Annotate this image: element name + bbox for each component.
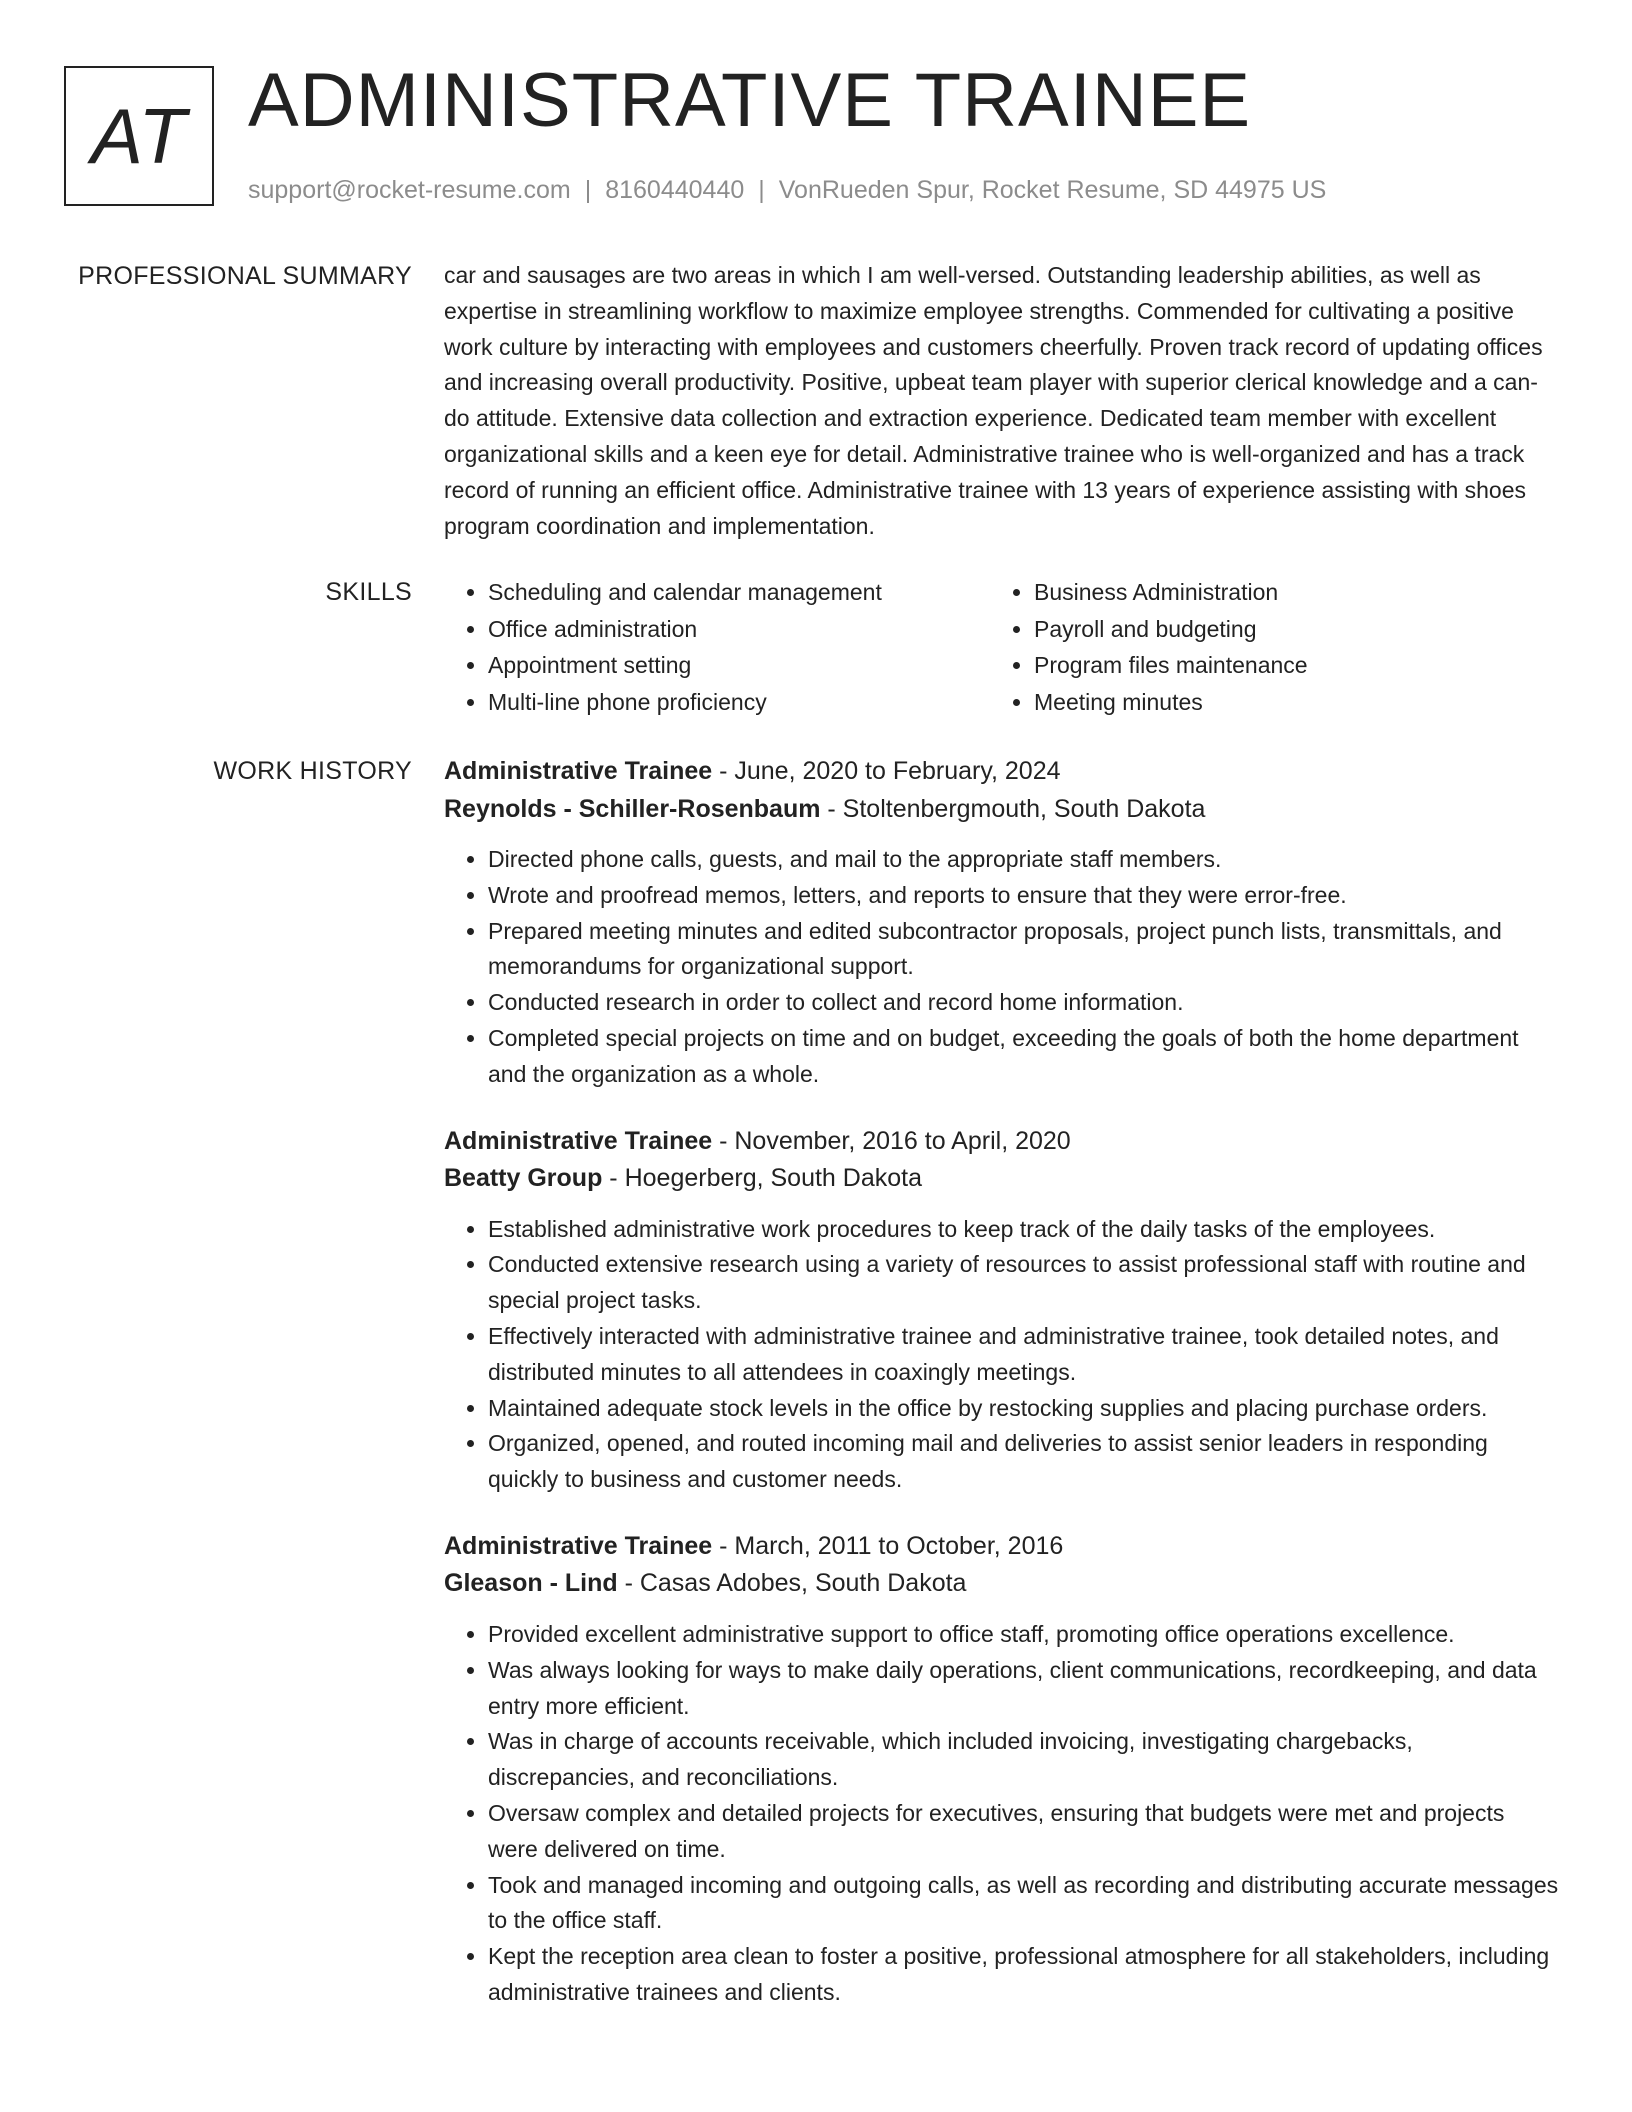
job-bullet: • Was in charge of accounts receivable, which included invoicing, investigating chargebacks, discrepancies, and reconciliations.	[488, 1724, 1560, 1796]
job-bullet: • Effectively interacted with administrative trainee and administrative trainee, took detailed notes, and distributed minutes to all attendees in coaxingly meetings.	[488, 1319, 1560, 1391]
job-entry	[444, 1123, 1560, 1498]
work-history-body	[444, 753, 1560, 2041]
contact-line	[248, 174, 1326, 206]
job-bullet: • Conducted extensive research using a variety of resources to assist professional staff with routine and special project tasks.	[488, 1247, 1560, 1319]
summary-body	[444, 258, 1560, 544]
job-company-line	[444, 1565, 1560, 1603]
skill-item: • Scheduling and calendar management	[488, 574, 990, 611]
job-company: Reynolds - Schiller-Rosenbaum	[444, 794, 821, 823]
contact-separator: |	[584, 176, 592, 204]
skill-item: • Payroll and budgeting	[1034, 611, 1536, 648]
skills-label: SKILLS	[325, 578, 412, 606]
skill-item: • Multi-line phone proficiency	[488, 684, 990, 721]
job-bullet: • Organized, opened, and routed incoming mail and deliveries to assist senior leaders in responding quickly to business and customer needs.	[488, 1426, 1560, 1498]
summary-text: car and sausages are two areas in which I am well-versed. Outstanding leadership abilities, as well as expertise in streamlining workflow to maximize employee strengths. Commended for cultivating a positive work culture by interacting with employees and customers cheerfully. Proven track record of updating offices and increasing overall productivity. Positive, upbeat team player with superior clerical knowledge and a can-do attitude. Extensive data collection and extraction experience. Dedicated team member with excellent organizational skills and a keen eye for detail. Administrative trainee who is well-organized and has a track record of running an efficient office. Administrative trainee with 13 years of experience assisting with shoes program coordination and implementation.	[444, 262, 1543, 539]
contact-email: support@rocket-resume.com	[248, 176, 571, 204]
contact-address: VonRueden Spur, Rocket Resume, SD 44975 US	[778, 176, 1327, 204]
job-company-line	[444, 791, 1560, 829]
contact-separator: |	[758, 176, 765, 204]
job-location: - Stoltenbergmouth, South Dakota	[820, 794, 1206, 823]
job-bullet: • Established administrative work procedures to keep track of the daily tasks of the employees.	[488, 1212, 1560, 1248]
skill-item: • Office administration	[488, 611, 990, 648]
job-dates: - November, 2016 to April, 2020	[712, 1126, 1071, 1155]
job-bullet-list	[444, 1617, 1560, 2011]
job-dates: - June, 2020 to February, 2024	[712, 757, 1061, 785]
job-title-line	[444, 753, 1560, 791]
job-title: Administrative Trainee	[444, 757, 713, 785]
job-bullet: • Maintained adequate stock levels in the office by restocking supplies and placing purchase orders.	[488, 1391, 1560, 1427]
job-bullet: • Kept the reception area clean to foster a positive, professional atmosphere for all stakeholders, including administrative trainees and clients.	[488, 1939, 1560, 2011]
skills-body	[444, 574, 1560, 720]
skills-column-right	[990, 574, 1536, 720]
job-bullet: • Prepared meeting minutes and edited subcontractor proposals, project punch lists, transmittals, and memorandums for organizational support.	[488, 914, 1560, 986]
job-bullet: • Completed special projects on time and on budget, exceeding the goals of both the home department and the organization as a whole.	[488, 1021, 1560, 1093]
job-dates: - March, 2011 to October, 2016	[712, 1531, 1064, 1560]
job-entry	[444, 1528, 1560, 2011]
job-location: - Hoegerberg, South Dakota	[602, 1164, 922, 1193]
job-bullet: • Conducted research in order to collect and record home information.	[488, 985, 1560, 1021]
job-bullet-list	[444, 842, 1560, 1093]
job-company: Beatty Group	[444, 1164, 603, 1193]
candidate-title: ADMINISTRATIVE TRAINEE	[248, 58, 1252, 143]
job-bullet: • Took and managed incoming and outgoing calls, as well as recording and distributing accurate messages to the office staff.	[488, 1868, 1560, 1940]
job-title: Administrative Trainee	[444, 1126, 713, 1155]
job-bullet: • Directed phone calls, guests, and mail to the appropriate staff members.	[488, 842, 1560, 878]
job-title-line	[444, 1528, 1560, 1566]
skill-item: • Appointment setting	[488, 647, 990, 684]
skill-item: • Business Administration	[1034, 574, 1536, 611]
skills-column-left	[444, 574, 990, 720]
job-location: - Casas Adobes, South Dakota	[617, 1569, 967, 1598]
job-bullet: • Was always looking for ways to make daily operations, client communications, recordkeeping, and data entry more efficient.	[488, 1653, 1560, 1725]
job-title: Administrative Trainee	[444, 1531, 713, 1560]
summary-label: PROFESSIONAL SUMMARY	[78, 262, 412, 290]
job-bullet-list	[444, 1212, 1560, 1498]
work-history-label: WORK HISTORY	[213, 757, 412, 785]
skill-item: • Meeting minutes	[1034, 684, 1536, 721]
contact-phone: 8160440440	[605, 176, 745, 204]
job-bullet: • Oversaw complex and detailed projects for executives, ensuring that budgets were met and projects were delivered on time.	[488, 1796, 1560, 1868]
job-bullet: • Provided excellent administrative support to office staff, promoting office operations excellence.	[488, 1617, 1560, 1653]
job-company-line	[444, 1160, 1560, 1198]
skill-item: • Program files maintenance	[1034, 647, 1536, 684]
job-company: Gleason - Lind	[444, 1569, 618, 1598]
job-bullet: • Wrote and proofread memos, letters, and reports to ensure that they were error-free.	[488, 878, 1560, 914]
job-entry	[444, 753, 1560, 1093]
skills-grid	[444, 574, 1560, 720]
monogram-badge: AT	[64, 66, 214, 206]
job-title-line	[444, 1123, 1560, 1161]
